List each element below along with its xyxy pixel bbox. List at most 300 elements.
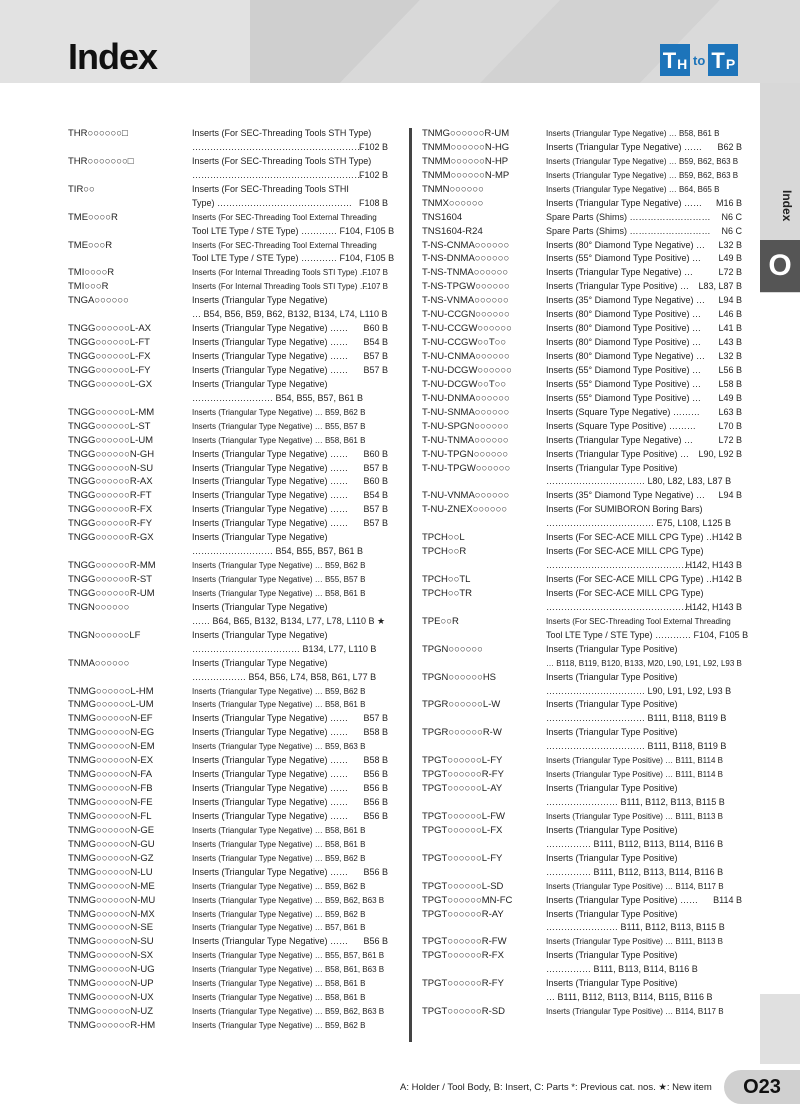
entry-description-text: Inserts (Triangular Type Positive) … B114, B117 B [546, 1007, 724, 1017]
index-entry [68, 838, 388, 852]
entry-description-text: Inserts (Triangular Type Positive) … B111, B113 B [546, 937, 723, 947]
entry-code: TNGN○○○○○○ [68, 601, 130, 613]
entry-page-ref: B56 B [363, 936, 388, 947]
entry-page-ref: H142 B [711, 574, 742, 584]
entry-code: T-NU-CCGW○○T○○ [422, 337, 507, 349]
entry-page-ref: F107 B [362, 268, 388, 278]
entry-description [546, 545, 742, 559]
entry-description-text: Inserts (For SEC-ACE MILL CPG Type) [546, 546, 704, 557]
entry-code: TPGT○○○○○○R-FY [422, 769, 504, 781]
entry-description-text: Inserts (Triangular Type Positive) [546, 783, 678, 794]
entry-code: TNMG○○○○○○N-UZ [68, 1006, 154, 1018]
left-column [68, 127, 395, 1033]
index-entry [68, 963, 388, 977]
entry-code: T-NU-CCGW○○○○○○ [422, 323, 512, 335]
entry-code: TPGT○○○○○○R-SD [422, 1006, 505, 1018]
entry-description-text: …………………………… L90, L91, L92, L93 B [546, 685, 732, 696]
entry-code: TPGR○○○○○○L-W [422, 699, 501, 711]
entry-code: TNGG○○○○○○R-UM [68, 587, 155, 599]
index-entry [68, 169, 388, 183]
entry-code: TPCH○○TR [422, 587, 473, 599]
entry-code: TNGG○○○○○○L-MM [68, 406, 155, 418]
entry-description-text: Inserts (Triangular Type Negative) … B59, B62 B [192, 407, 366, 417]
entry-description [192, 266, 388, 280]
entry-page-ref: B114 B [713, 894, 742, 905]
entry-code: TNMA○○○○○○ [68, 657, 130, 669]
index-entry [68, 810, 388, 824]
index-entry [68, 949, 388, 963]
entry-page-ref: B56 B [363, 769, 388, 780]
entry-description [546, 977, 742, 991]
entry-description [546, 406, 742, 420]
entry-description [192, 197, 388, 211]
index-entry [68, 712, 388, 726]
entry-description-text: Spare Parts (Shims) ……………………… [546, 211, 711, 222]
entry-code: TNGG○○○○○○L-AX [68, 323, 151, 335]
index-entry [422, 322, 742, 336]
entry-description-text: Inserts (Triangular Type Negative) … B58, B61 B [192, 993, 366, 1003]
entry-description-text: Inserts (For SUMIBORON Boring Bars) [546, 504, 703, 515]
entry-description [546, 935, 742, 949]
entry-description-text: …………… B111, B112, B113, B114, B116 B [546, 866, 724, 877]
entry-description [192, 935, 388, 949]
index-entry [422, 266, 742, 280]
entry-description-text: Inserts (Triangular Type Negative) [192, 532, 328, 543]
entry-description-text: Inserts (Triangular Type Negative) …… [192, 755, 349, 766]
entry-description [546, 601, 742, 615]
entry-description-text: Inserts (55° Diamond Type Positive) … [546, 392, 701, 403]
entry-description-text: Inserts (35° Diamond Type Negative) … [546, 295, 706, 306]
index-entry [68, 740, 388, 754]
entry-description [546, 768, 742, 782]
entry-description [546, 322, 742, 336]
entry-description-text: Inserts (For SEC-ACE MILL CPG Type) … [546, 532, 716, 543]
entry-description-text: Inserts (For SEC-Threading Tool External Threading [192, 212, 377, 222]
entry-description [546, 420, 742, 434]
entry-code: TNMG○○○○○○N-EG [68, 727, 155, 739]
index-entry [422, 935, 742, 949]
index-entry [68, 685, 388, 699]
entry-page-ref: B56 B [363, 797, 388, 807]
entry-description [192, 364, 388, 378]
entry-description-text: Inserts (Triangular Type Positive) [546, 462, 678, 473]
entry-page-ref: F108 B [358, 197, 388, 208]
entry-code: TNGG○○○○○○R-ST [68, 574, 153, 585]
sidebar-bottom [760, 994, 800, 1064]
entry-code: TME○○○R [68, 239, 113, 251]
entry-description-text: ……………………… B54, B55, B57, B61 B [192, 546, 364, 557]
entry-description-text: Inserts (80° Diamond Type Negative) … [546, 239, 706, 250]
entry-description-text: Inserts (Triangular Type Negative) …… [192, 727, 349, 738]
entry-description [546, 587, 742, 601]
index-entry [422, 517, 742, 531]
entry-description [192, 336, 388, 350]
entry-code: TPGT○○○○○○R-FW [422, 936, 507, 948]
entry-description-text: …………………………… L80, L82, L83, L87 B [546, 476, 732, 487]
index-entry [422, 239, 742, 253]
entry-code: TPGT○○○○○○L-FW [422, 810, 505, 822]
entry-description-text: Tool LTE Type / STE Type) ………… F104, F105 B [192, 253, 395, 264]
entry-code: T-NS-TNMA○○○○○○ [422, 267, 509, 279]
entry-description-text: Inserts (Triangular Type Negative) …… [192, 351, 349, 361]
entry-page-ref: B54 B [363, 490, 388, 501]
entry-description-text: Inserts (55° Diamond Type Positive) … [546, 364, 701, 375]
index-entry [422, 350, 742, 364]
entry-page-ref: B57 B [363, 351, 388, 361]
entry-description [192, 489, 388, 503]
entry-code: T-NU-CCGN○○○○○○ [422, 309, 510, 321]
entry-description [546, 754, 742, 768]
entry-page-ref: L94 B [718, 490, 742, 501]
index-entry [422, 587, 742, 601]
entry-code: TNGG○○○○○○R-FX [68, 504, 153, 516]
entry-description [192, 838, 388, 852]
entry-description [192, 448, 388, 462]
entry-description-text: Inserts (Triangular Type Negative) …… [546, 141, 703, 152]
entry-description [192, 294, 388, 308]
entry-code: TIR○○ [68, 183, 95, 195]
entry-code: TNMG○○○○○○N-GU [68, 838, 155, 850]
index-entry [68, 935, 388, 949]
entry-description [192, 991, 388, 1005]
entry-description-text: Inserts (Triangular Type Negative) …… [192, 797, 349, 807]
index-entry [68, 573, 388, 587]
entry-description-text: Inserts (For SEC-Threading Tools STHI [192, 183, 349, 194]
index-entry [68, 768, 388, 782]
entry-description [192, 406, 388, 420]
index-entry [68, 336, 388, 350]
entry-description-text: …… B64, B65, B132, B134, L77, L78, L110 B ★ [192, 615, 386, 626]
entry-description [192, 643, 388, 657]
entry-description [192, 782, 388, 796]
entry-description [546, 378, 742, 392]
footer-legend: A: Holder / Tool Body, B: Insert, C: Parts *: Previous cat. nos. ★: New item [400, 1082, 712, 1093]
entry-description-text: Inserts (Triangular Type Negative) [192, 378, 328, 389]
entry-description [546, 671, 742, 685]
entry-code: TNS1604-R24 [422, 225, 483, 237]
entry-description-text: Inserts (Triangular Type Negative) … B58, B61 B [192, 839, 366, 849]
entry-description [192, 503, 388, 517]
column-divider [409, 128, 412, 1042]
entry-code: TPGT○○○○○○R-AY [422, 908, 504, 920]
entry-description-text: Inserts (Triangular Type Positive) … [546, 281, 690, 292]
entry-description [192, 225, 395, 239]
index-entry [68, 392, 388, 406]
entry-code: TNMG○○○○○○N-LU [68, 866, 153, 878]
index-entry [68, 754, 388, 768]
entry-code: T-NS-CNMA○○○○○○ [422, 239, 510, 251]
entry-code: T-NU-TPGW○○○○○○ [422, 462, 511, 474]
entry-code: TPCH○○L [422, 532, 465, 544]
entry-description-text: Inserts (Triangular Type Positive) [546, 824, 678, 835]
index-entry [422, 448, 742, 462]
entry-description [192, 740, 388, 754]
index-entry [68, 183, 388, 197]
entry-description-text: Inserts (Triangular Type Positive) …… [546, 894, 699, 905]
right-column [422, 127, 749, 1019]
entry-code: TPGT○○○○○○L-FY [422, 852, 503, 864]
entry-description [192, 685, 388, 699]
entry-description [192, 601, 388, 615]
entry-description [546, 392, 742, 406]
index-entry [68, 991, 388, 1005]
entry-description [546, 489, 742, 503]
entry-description [192, 350, 388, 364]
index-entry [422, 434, 742, 448]
entry-code: T-NU-DCGW○○○○○○ [422, 364, 512, 376]
entry-code: TNMN○○○○○○ [422, 183, 484, 195]
index-entry [422, 866, 742, 880]
index-entry [68, 657, 388, 671]
index-entry [422, 1005, 742, 1019]
entry-code: T-NU-VNMA○○○○○○ [422, 490, 510, 502]
entry-description-text: Tool LTE Type / STE Type) ………… F104, F105 B [192, 225, 395, 236]
entry-code: T-NU-CNMA○○○○○○ [422, 351, 510, 362]
entry-page-ref: H142, H143 B [685, 601, 742, 612]
entry-code: TPGR○○○○○○R-W [422, 727, 502, 739]
entry-description-text: Inserts (Triangular Type Negative) … [546, 267, 694, 278]
index-entry [422, 420, 742, 434]
index-entry [422, 712, 742, 726]
index-entry [68, 141, 388, 155]
entry-code: TNMG○○○○○○N-ME [68, 880, 155, 892]
entry-code: T-NU-SNMA○○○○○○ [422, 406, 510, 418]
index-entry [68, 239, 388, 253]
entry-code: TPE○○R [422, 615, 459, 627]
entry-description [192, 963, 388, 977]
entry-page-ref: B54 B [363, 337, 388, 348]
index-entry [422, 671, 742, 685]
index-entry [68, 517, 388, 531]
entry-description [546, 169, 742, 183]
entry-code: TPGT○○○○○○L-FY [422, 755, 503, 767]
entry-page-ref: B56 B [363, 866, 388, 877]
entry-description [546, 726, 742, 740]
entry-description [546, 225, 742, 239]
index-entry [422, 378, 742, 392]
index-entry [68, 698, 388, 712]
entry-description [546, 908, 742, 922]
entry-description [192, 698, 388, 712]
entry-code: TNMM○○○○○○N-HP [422, 155, 509, 167]
entry-description [192, 308, 388, 322]
entry-description-text: …………………………… B111, B118, B119 B [546, 741, 727, 752]
index-entry [422, 726, 742, 740]
entry-code: T-NU-TPGN○○○○○○ [422, 448, 509, 460]
entry-description-text: Inserts (For SEC-Threading Tool External Threading [192, 240, 377, 250]
entry-code: TNMG○○○○○○N-EM [68, 741, 155, 753]
entry-page-ref: B57 B [363, 364, 388, 375]
entry-description [546, 308, 742, 322]
entry-code: TNMG○○○○○○N-FB [68, 783, 153, 795]
entry-code: TNMG○○○○○○N-FL [68, 810, 152, 822]
entry-code: THR○○○○○○○□ [68, 155, 134, 167]
entry-code: T-NU-TNMA○○○○○○ [422, 434, 509, 446]
entry-description-text: ……………………………… B134, L77, L110 B [192, 643, 377, 654]
entry-description-text: Inserts (Triangular Type Negative) … B59, B62 B [192, 561, 366, 571]
entry-description-text: Inserts (Triangular Type Negative) … B58, B61 B [546, 129, 720, 138]
entry-code: TNMG○○○○○○N-SE [68, 922, 154, 934]
entry-page-ref: L32 B [718, 239, 742, 250]
entry-description-text: Inserts (Triangular Type Negative) …… [192, 323, 349, 334]
index-entry [68, 294, 388, 308]
index-entry [68, 587, 388, 601]
index-entry [422, 545, 742, 559]
index-entry [422, 559, 742, 573]
index-entry [422, 169, 742, 183]
entry-page-ref: L46 B [718, 309, 742, 320]
index-entry [422, 308, 742, 322]
index-entry [422, 629, 749, 643]
entry-page-ref: L63 B [718, 406, 742, 417]
badge-to: to [693, 52, 706, 68]
entry-description [546, 643, 742, 657]
index-entry [422, 475, 742, 489]
entry-description [546, 838, 742, 852]
entry-description-text: ……………………………… E75, L108, L125 B [546, 518, 732, 529]
entry-page-ref: B56 B [363, 810, 388, 821]
entry-page-ref: L41 B [718, 323, 742, 334]
index-entry [422, 782, 742, 796]
index-entry [422, 225, 742, 239]
entry-code: TNMG○○○○○○N-UG [68, 964, 155, 976]
entry-description-text: Inserts (80° Diamond Type Positive) … [546, 323, 701, 334]
entry-description-text: Inserts (Triangular Type Negative) … B55, B57 B [192, 421, 366, 431]
index-entry [68, 155, 388, 169]
index-entry [422, 127, 742, 141]
entry-description [192, 712, 388, 726]
index-entry [422, 183, 742, 197]
entry-description [546, 350, 742, 364]
index-entry [422, 392, 742, 406]
entry-description [546, 963, 742, 977]
entry-description [546, 336, 742, 350]
index-entry [422, 657, 742, 671]
index-entry [68, 434, 388, 448]
entry-code: TPGN○○○○○○ [422, 643, 483, 655]
entry-description-text: Inserts (Triangular Type Negative) … B58, B61 B [192, 979, 366, 989]
entry-description-text: …………………… B111, B112, B113, B115 B [546, 922, 725, 933]
entry-description [192, 949, 388, 963]
entry-description-text: ……………………… B54, B55, B57, B61 B [192, 392, 364, 403]
entry-code: TNMG○○○○○○N-SX [68, 950, 154, 962]
entry-code: TNMG○○○○○○N-MU [68, 894, 156, 906]
entry-description [192, 183, 388, 197]
entry-code: TPGT○○○○○○R-FX [422, 950, 504, 962]
entry-code: T-NU-SPGN○○○○○○ [422, 420, 509, 432]
entry-description-text: Inserts (80° Diamond Type Positive) … [546, 309, 701, 320]
entry-description-text: Inserts (Triangular Type Negative) [192, 295, 328, 306]
entry-description [192, 462, 388, 476]
entry-description [546, 503, 742, 517]
entry-code: TNGN○○○○○○LF [68, 629, 141, 641]
index-entry [68, 908, 388, 922]
entry-code: TNGG○○○○○○N-SU [68, 462, 154, 474]
entry-description-text: Inserts (Triangular Type Positive) [546, 643, 678, 654]
entry-description [546, 531, 742, 545]
index-entry [422, 685, 742, 699]
entry-code: T-NU-DCGW○○T○○ [422, 378, 507, 390]
index-entry [422, 155, 742, 169]
entry-description [546, 266, 742, 280]
entry-description-text: Inserts (For SEC-ACE MILL CPG Type) [546, 587, 704, 598]
entry-description [192, 155, 388, 169]
entry-code: T-NU-DNMA○○○○○○ [422, 392, 510, 404]
entry-description [192, 252, 395, 266]
entry-code: TNMG○○○○○○N-GE [68, 824, 155, 836]
entry-code: TNGG○○○○○○L-FX [68, 351, 151, 362]
entry-code: TNGG○○○○○○R-AX [68, 476, 153, 488]
entry-description-text: Inserts (Square Type Negative) ……… [546, 406, 700, 417]
entry-description-text: Inserts (Triangular Type Negative) … B59, B63 B [192, 742, 366, 752]
entry-description [192, 141, 388, 155]
index-entry [422, 852, 742, 866]
entry-code: TNMG○○○○○○R-UM [422, 128, 510, 139]
entry-page-ref: B57 B [363, 462, 388, 473]
entry-page-ref: L49 B [718, 392, 742, 403]
index-entry [422, 754, 742, 768]
index-entry [422, 963, 742, 977]
entry-code: T-NS-DNMA○○○○○○ [422, 253, 510, 265]
index-entry [422, 531, 742, 545]
entry-code: TME○○○○R [68, 211, 118, 223]
entry-code: TNGG○○○○○○L-GX [68, 378, 153, 390]
entry-page-ref: B60 B [363, 448, 388, 459]
entry-description-text: Inserts (Triangular Type Negative) …… [192, 518, 349, 529]
entry-description-text: Inserts (Triangular Type Negative) … B59, B62, B63 B [192, 895, 385, 905]
entry-code: TNS1604 [422, 211, 463, 223]
entry-description-text: Inserts (For SEC-Threading Tools STH Type) [192, 155, 372, 166]
entry-description-text: Inserts (Triangular Type Negative) …… [192, 810, 349, 821]
entry-code: TNMG○○○○○○N-MX [68, 908, 155, 920]
entry-description-text: Inserts (Triangular Type Negative) …… [192, 783, 349, 794]
index-entry [422, 768, 742, 782]
index-entry [68, 824, 388, 838]
entry-description [546, 197, 742, 211]
entry-description [546, 712, 742, 726]
entry-description [546, 141, 742, 155]
entry-description [546, 364, 742, 378]
entry-description [546, 685, 742, 699]
entry-description-text: Inserts (For Internal Threading Tools STI Type) … [192, 268, 368, 278]
entry-description-text: Type) ……………………………………… [192, 197, 353, 208]
entry-page-ref: L72 B [718, 434, 742, 445]
entry-description-text: Inserts (Triangular Type Positive) [546, 852, 678, 863]
entry-description [192, 754, 388, 768]
entry-code: TNGG○○○○○○R-MM [68, 560, 156, 572]
entry-description [546, 475, 742, 489]
entry-description-text: Inserts (Triangular Type Positive) … B111, B114 B [546, 756, 723, 766]
index-entry [422, 894, 742, 908]
entry-code: TPGT○○○○○○L-AY [422, 783, 503, 795]
entry-description [546, 740, 742, 754]
page-number: O23 [724, 1070, 800, 1104]
entry-description [192, 127, 388, 141]
entry-description-text: Inserts (Triangular Type Negative) …… [192, 364, 349, 375]
index-entry [422, 698, 742, 712]
index-entry [68, 322, 388, 336]
entry-description [546, 559, 742, 573]
entry-description [192, 726, 388, 740]
index-entry [68, 1019, 388, 1033]
entry-description [192, 921, 388, 935]
index-entry [422, 294, 742, 308]
index-entry [422, 601, 742, 615]
entry-description [546, 155, 742, 169]
entry-description [192, 517, 388, 531]
entry-description-text: Inserts (Triangular Type Positive) [546, 908, 678, 919]
entry-code: T-NS-TPGW○○○○○○ [422, 281, 510, 293]
